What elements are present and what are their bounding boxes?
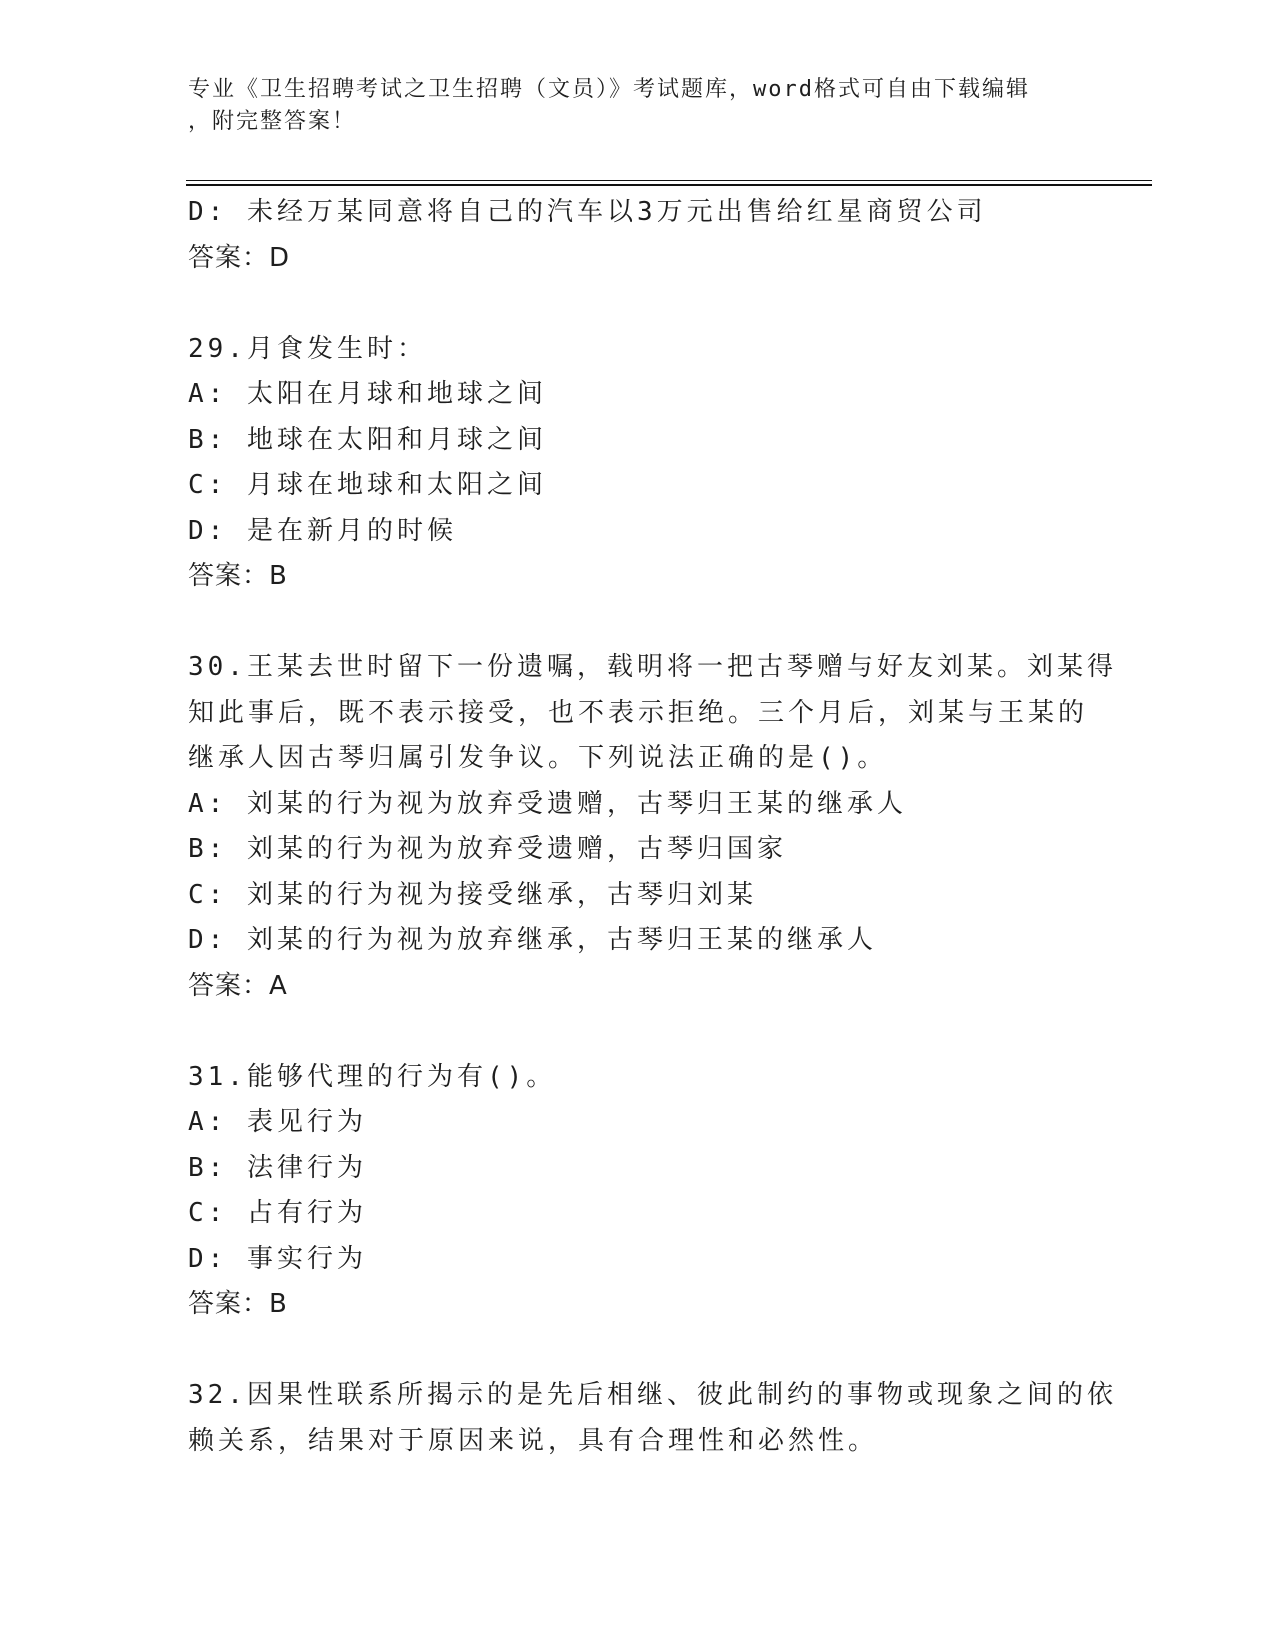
question-stem: 30.王某去世时留下一份遗嘱，载明将一把古琴赠与好友刘某。刘某得 (188, 652, 1117, 682)
question-stem: 继承人因古琴归属引发争议。下列说法正确的是()。 (188, 743, 888, 773)
question-stem: 赖关系，结果对于原因来说，具有合理性和必然性。 (188, 1425, 879, 1456)
answer-line: 答案：D (188, 242, 291, 273)
spacer (188, 281, 1088, 327)
option-c: C: 月球在地球和太阳之间 (188, 470, 547, 500)
answer-line: 答案：B (188, 1289, 288, 1319)
question-content (188, 190, 1117, 1464)
document-header (188, 74, 1068, 138)
option-a: A: 表见行为 (188, 1107, 367, 1137)
option-b: B: 法律行为 (188, 1152, 367, 1183)
option-d: D: 刘某的行为视为放弃继承，古琴归王某的继承人 (188, 925, 877, 955)
option-a: A: 太阳在月球和地球之间 (188, 379, 547, 409)
question-stem: 32.因果性联系所揭示的是先后相继、彼此制约的事物或现象之间的依 (188, 1380, 1117, 1410)
answer-line: 答案：B (188, 561, 288, 591)
option-b: B: 刘某的行为视为放弃受遗赠，古琴归国家 (188, 834, 787, 864)
option-d-line: D: 未经万某同意将自己的汽车以3万元出售给红星商贸公司 (188, 197, 987, 227)
question-stem: 29.月食发生时： (188, 333, 427, 364)
header-line-1: 专业《卫生招聘考试之卫生招聘（文员）》考试题库，word格式可自由下载编辑 (188, 77, 1030, 102)
option-c: C: 刘某的行为视为接受继承，古琴归刘某 (188, 879, 757, 910)
question-stem: 知此事后，既不表示接受，也不表示拒绝。三个月后，刘某与王某的 (188, 697, 1089, 728)
header-line-2: ，附完整答案！ (188, 109, 357, 134)
option-a: A: 刘某的行为视为放弃受遗赠，古琴归王某的继承人 (188, 788, 907, 819)
option-d: D: 是在新月的时候 (188, 515, 457, 546)
spacer (188, 600, 1088, 646)
header-divider-thin (186, 180, 1152, 181)
header-divider-thick (186, 184, 1152, 186)
option-c: C: 占有行为 (188, 1198, 367, 1228)
option-d: D: 事实行为 (188, 1243, 367, 1274)
question-stem: 31.能够代理的行为有()。 (188, 1061, 557, 1092)
answer-line: 答案：A (188, 970, 288, 1001)
spacer (188, 1328, 1088, 1374)
option-b: B: 地球在太阳和月球之间 (188, 424, 547, 455)
spacer (188, 1009, 1088, 1055)
